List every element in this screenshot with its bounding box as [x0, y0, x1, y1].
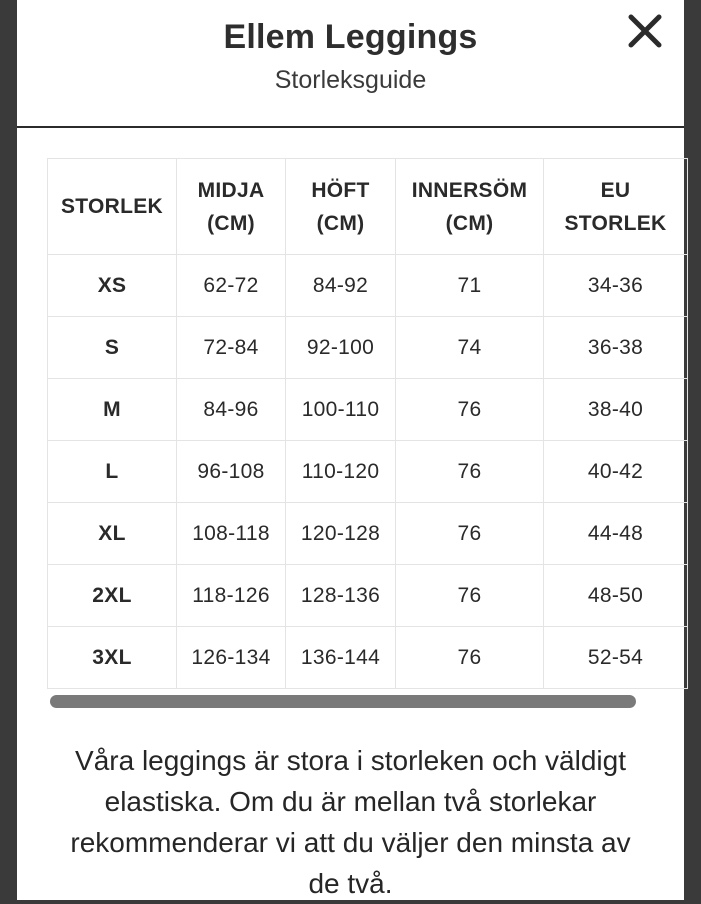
cell-size: 2XL — [48, 565, 177, 627]
close-button[interactable] — [626, 12, 664, 50]
cell-inseam: 76 — [396, 503, 544, 565]
cell-size: S — [48, 317, 177, 379]
table-row — [48, 441, 688, 503]
cell-hip: 136-144 — [286, 627, 396, 689]
cell-size: XL — [48, 503, 177, 565]
cell-inseam: 74 — [396, 317, 544, 379]
size-note: Våra leggings är stora i storleken och väldigt elastiska. Om du är mellan två storlekar rekommenderar vi att du väljer den minsta av de två. — [70, 745, 631, 899]
cell-waist: 62-72 — [177, 255, 286, 317]
table-row — [48, 379, 688, 441]
cell-inseam: 76 — [396, 565, 544, 627]
size-table-scroll-container[interactable] — [47, 158, 667, 688]
cell-waist: 96-108 — [177, 441, 286, 503]
cell-waist: 108-118 — [177, 503, 286, 565]
header-waist: MIDJA (CM) — [177, 159, 286, 255]
cell-size: M — [48, 379, 177, 441]
table-row — [48, 503, 688, 565]
table-row — [48, 317, 688, 379]
header-inseam: INNERSÖM (CM) — [396, 159, 544, 255]
cell-hip: 110-120 — [286, 441, 396, 503]
table-row — [48, 255, 688, 317]
cell-waist: 84-96 — [177, 379, 286, 441]
cell-eu-size: 52-54 — [544, 627, 688, 689]
cell-eu-size: 34-36 — [544, 255, 688, 317]
size-guide-modal — [17, 0, 684, 900]
cell-size: L — [48, 441, 177, 503]
cell-eu-size: 48-50 — [544, 565, 688, 627]
cell-eu-size: 44-48 — [544, 503, 688, 565]
cell-inseam: 76 — [396, 441, 544, 503]
cell-eu-size: 38-40 — [544, 379, 688, 441]
table-header-row — [48, 159, 688, 255]
header-size: STORLEK — [48, 159, 177, 255]
cell-size: 3XL — [48, 627, 177, 689]
cell-eu-size: 40-42 — [544, 441, 688, 503]
cell-inseam: 76 — [396, 379, 544, 441]
product-title: Ellem Leggings — [223, 18, 478, 56]
cell-hip: 120-128 — [286, 503, 396, 565]
cell-hip: 100-110 — [286, 379, 396, 441]
close-icon — [626, 12, 664, 50]
horizontal-scrollbar[interactable] — [50, 695, 636, 708]
cell-waist: 72-84 — [177, 317, 286, 379]
cell-size: XS — [48, 255, 177, 317]
table-row — [48, 565, 688, 627]
header-eu-size: EU STORLEK — [544, 159, 688, 255]
cell-inseam: 76 — [396, 627, 544, 689]
cell-hip: 92-100 — [286, 317, 396, 379]
cell-eu-size: 36-38 — [544, 317, 688, 379]
cell-hip: 128-136 — [286, 565, 396, 627]
scrollbar-thumb[interactable] — [50, 695, 636, 708]
size-table — [47, 158, 688, 689]
modal-header — [17, 0, 684, 128]
cell-waist: 126-134 — [177, 627, 286, 689]
cell-hip: 84-92 — [286, 255, 396, 317]
table-row — [48, 627, 688, 689]
header-hip: HÖFT (CM) — [286, 159, 396, 255]
cell-inseam: 71 — [396, 255, 544, 317]
size-guide-subtitle: Storleksguide — [274, 66, 427, 94]
cell-waist: 118-126 — [177, 565, 286, 627]
